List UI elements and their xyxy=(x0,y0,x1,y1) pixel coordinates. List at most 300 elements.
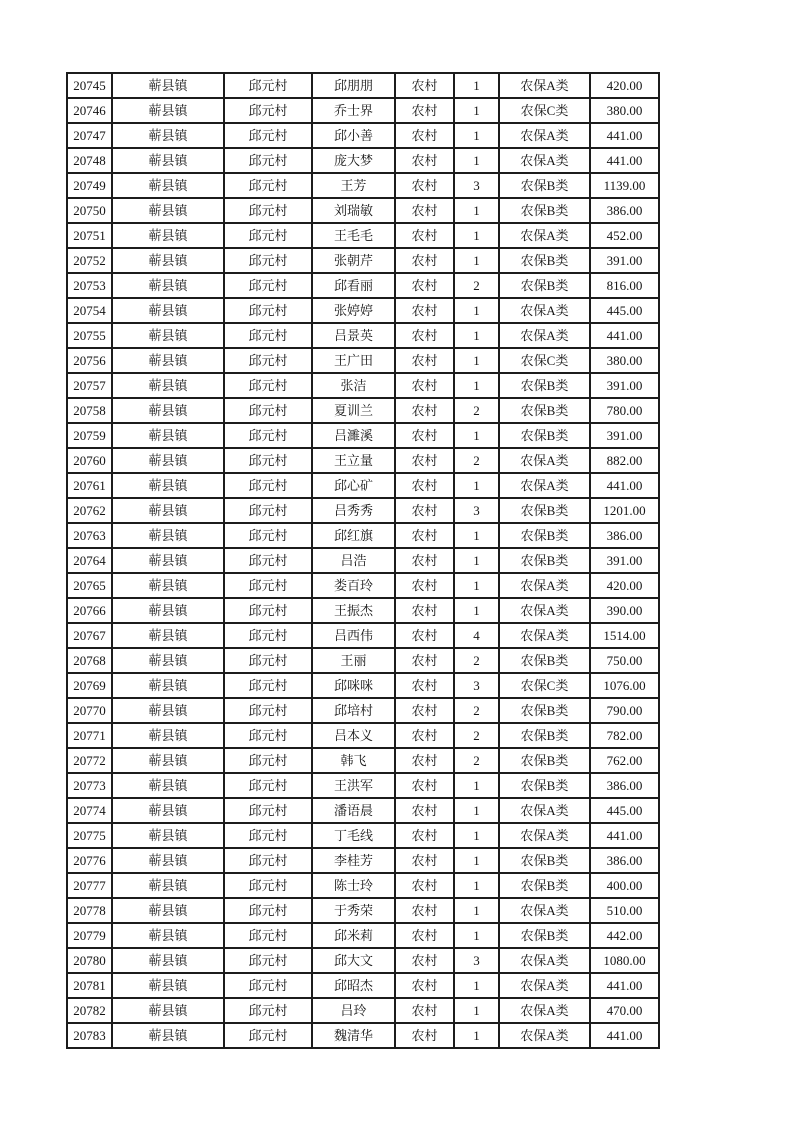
records-table xyxy=(66,72,660,1049)
cell-town: 蕲县镇 xyxy=(113,824,225,849)
table-row xyxy=(68,174,660,199)
cell-insurance-category: 农保A类 xyxy=(500,974,591,999)
cell-amount: 391.00 xyxy=(591,549,660,574)
cell-amount: 1201.00 xyxy=(591,499,660,524)
cell-residence-type: 农村 xyxy=(396,74,455,99)
cell-residence-type: 农村 xyxy=(396,549,455,574)
cell-village: 邱元村 xyxy=(225,549,313,574)
cell-village: 邱元村 xyxy=(225,849,313,874)
cell-record-id: 20745 xyxy=(68,74,113,99)
cell-record-id: 20773 xyxy=(68,774,113,799)
cell-person-name: 邱朋朋 xyxy=(313,74,396,99)
table-row xyxy=(68,324,660,349)
cell-amount: 391.00 xyxy=(591,424,660,449)
cell-person-name: 刘瑞敏 xyxy=(313,199,396,224)
cell-insurance-category: 农保B类 xyxy=(500,424,591,449)
cell-record-id: 20746 xyxy=(68,99,113,124)
cell-person-name: 吕秀秀 xyxy=(313,499,396,524)
table-row xyxy=(68,1024,660,1049)
cell-amount: 441.00 xyxy=(591,824,660,849)
cell-person-name: 邱看丽 xyxy=(313,274,396,299)
cell-residence-type: 农村 xyxy=(396,924,455,949)
cell-person-count: 2 xyxy=(455,649,500,674)
cell-person-count: 1 xyxy=(455,124,500,149)
cell-residence-type: 农村 xyxy=(396,899,455,924)
cell-town: 蕲县镇 xyxy=(113,524,225,549)
cell-town: 蕲县镇 xyxy=(113,924,225,949)
cell-town: 蕲县镇 xyxy=(113,324,225,349)
cell-insurance-category: 农保B类 xyxy=(500,874,591,899)
cell-town: 蕲县镇 xyxy=(113,899,225,924)
cell-person-name: 魏清华 xyxy=(313,1024,396,1049)
cell-person-count: 1 xyxy=(455,474,500,499)
cell-person-count: 2 xyxy=(455,274,500,299)
cell-person-name: 潘语晨 xyxy=(313,799,396,824)
cell-insurance-category: 农保A类 xyxy=(500,599,591,624)
cell-person-count: 3 xyxy=(455,674,500,699)
cell-insurance-category: 农保A类 xyxy=(500,74,591,99)
table-row xyxy=(68,249,660,274)
cell-insurance-category: 农保A类 xyxy=(500,949,591,974)
cell-town: 蕲县镇 xyxy=(113,724,225,749)
cell-insurance-category: 农保A类 xyxy=(500,624,591,649)
cell-village: 邱元村 xyxy=(225,174,313,199)
cell-insurance-category: 农保A类 xyxy=(500,124,591,149)
cell-person-count: 1 xyxy=(455,324,500,349)
cell-residence-type: 农村 xyxy=(396,624,455,649)
cell-person-count: 1 xyxy=(455,574,500,599)
cell-village: 邱元村 xyxy=(225,399,313,424)
cell-residence-type: 农村 xyxy=(396,574,455,599)
cell-residence-type: 农村 xyxy=(396,824,455,849)
cell-person-count: 2 xyxy=(455,749,500,774)
cell-residence-type: 农村 xyxy=(396,99,455,124)
cell-insurance-category: 农保A类 xyxy=(500,224,591,249)
cell-amount: 510.00 xyxy=(591,899,660,924)
cell-person-name: 王广田 xyxy=(313,349,396,374)
table-row xyxy=(68,224,660,249)
cell-person-name: 王芳 xyxy=(313,174,396,199)
cell-amount: 442.00 xyxy=(591,924,660,949)
cell-person-name: 张朝芹 xyxy=(313,249,396,274)
table-row xyxy=(68,924,660,949)
cell-amount: 780.00 xyxy=(591,399,660,424)
cell-amount: 782.00 xyxy=(591,724,660,749)
cell-village: 邱元村 xyxy=(225,499,313,524)
cell-person-name: 吕景英 xyxy=(313,324,396,349)
cell-amount: 445.00 xyxy=(591,299,660,324)
cell-insurance-category: 农保B类 xyxy=(500,399,591,424)
cell-village: 邱元村 xyxy=(225,74,313,99)
cell-town: 蕲县镇 xyxy=(113,174,225,199)
cell-village: 邱元村 xyxy=(225,199,313,224)
cell-residence-type: 农村 xyxy=(396,249,455,274)
cell-insurance-category: 农保A类 xyxy=(500,999,591,1024)
cell-amount: 1139.00 xyxy=(591,174,660,199)
table-row xyxy=(68,474,660,499)
cell-town: 蕲县镇 xyxy=(113,674,225,699)
cell-village: 邱元村 xyxy=(225,699,313,724)
cell-insurance-category: 农保C类 xyxy=(500,674,591,699)
cell-record-id: 20759 xyxy=(68,424,113,449)
cell-village: 邱元村 xyxy=(225,124,313,149)
cell-town: 蕲县镇 xyxy=(113,599,225,624)
cell-amount: 445.00 xyxy=(591,799,660,824)
cell-residence-type: 农村 xyxy=(396,774,455,799)
table-row xyxy=(68,99,660,124)
table-row xyxy=(68,699,660,724)
cell-insurance-category: 农保A类 xyxy=(500,574,591,599)
table-row xyxy=(68,499,660,524)
cell-town: 蕲县镇 xyxy=(113,374,225,399)
cell-insurance-category: 农保A类 xyxy=(500,1024,591,1049)
cell-amount: 391.00 xyxy=(591,374,660,399)
cell-insurance-category: 农保B类 xyxy=(500,774,591,799)
cell-village: 邱元村 xyxy=(225,574,313,599)
cell-village: 邱元村 xyxy=(225,724,313,749)
cell-record-id: 20782 xyxy=(68,999,113,1024)
cell-insurance-category: 农保A类 xyxy=(500,474,591,499)
table-row xyxy=(68,549,660,574)
cell-person-count: 1 xyxy=(455,99,500,124)
cell-village: 邱元村 xyxy=(225,299,313,324)
cell-amount: 386.00 xyxy=(591,774,660,799)
cell-person-name: 王振杰 xyxy=(313,599,396,624)
cell-person-name: 吕西伟 xyxy=(313,624,396,649)
cell-village: 邱元村 xyxy=(225,224,313,249)
cell-town: 蕲县镇 xyxy=(113,474,225,499)
cell-record-id: 20769 xyxy=(68,674,113,699)
cell-person-count: 1 xyxy=(455,224,500,249)
cell-record-id: 20768 xyxy=(68,649,113,674)
cell-town: 蕲县镇 xyxy=(113,224,225,249)
cell-amount: 391.00 xyxy=(591,249,660,274)
cell-insurance-category: 农保C类 xyxy=(500,99,591,124)
cell-town: 蕲县镇 xyxy=(113,299,225,324)
cell-town: 蕲县镇 xyxy=(113,949,225,974)
cell-record-id: 20766 xyxy=(68,599,113,624)
cell-village: 邱元村 xyxy=(225,449,313,474)
cell-amount: 750.00 xyxy=(591,649,660,674)
table-row xyxy=(68,399,660,424)
table-row xyxy=(68,574,660,599)
table-row xyxy=(68,724,660,749)
table-row xyxy=(68,799,660,824)
cell-person-count: 1 xyxy=(455,549,500,574)
cell-record-id: 20778 xyxy=(68,899,113,924)
cell-residence-type: 农村 xyxy=(396,274,455,299)
cell-record-id: 20781 xyxy=(68,974,113,999)
cell-person-count: 1 xyxy=(455,299,500,324)
cell-person-name: 丁毛线 xyxy=(313,824,396,849)
cell-residence-type: 农村 xyxy=(396,649,455,674)
cell-town: 蕲县镇 xyxy=(113,1024,225,1049)
cell-amount: 441.00 xyxy=(591,124,660,149)
cell-insurance-category: 农保A类 xyxy=(500,824,591,849)
cell-residence-type: 农村 xyxy=(396,449,455,474)
cell-person-count: 1 xyxy=(455,774,500,799)
cell-amount: 386.00 xyxy=(591,849,660,874)
cell-amount: 1514.00 xyxy=(591,624,660,649)
table-row xyxy=(68,949,660,974)
cell-amount: 441.00 xyxy=(591,474,660,499)
cell-person-count: 2 xyxy=(455,699,500,724)
cell-person-name: 吕本义 xyxy=(313,724,396,749)
cell-residence-type: 农村 xyxy=(396,974,455,999)
cell-amount: 400.00 xyxy=(591,874,660,899)
cell-record-id: 20748 xyxy=(68,149,113,174)
cell-town: 蕲县镇 xyxy=(113,424,225,449)
cell-village: 邱元村 xyxy=(225,999,313,1024)
cell-record-id: 20783 xyxy=(68,1024,113,1049)
cell-person-name: 吕浩 xyxy=(313,549,396,574)
cell-amount: 882.00 xyxy=(591,449,660,474)
cell-amount: 386.00 xyxy=(591,199,660,224)
cell-residence-type: 农村 xyxy=(396,299,455,324)
cell-town: 蕲县镇 xyxy=(113,124,225,149)
cell-person-count: 1 xyxy=(455,874,500,899)
cell-residence-type: 农村 xyxy=(396,174,455,199)
cell-residence-type: 农村 xyxy=(396,224,455,249)
cell-village: 邱元村 xyxy=(225,674,313,699)
cell-record-id: 20762 xyxy=(68,499,113,524)
cell-person-name: 吕玲 xyxy=(313,999,396,1024)
cell-record-id: 20770 xyxy=(68,699,113,724)
cell-person-count: 3 xyxy=(455,174,500,199)
table-row xyxy=(68,874,660,899)
cell-record-id: 20777 xyxy=(68,874,113,899)
cell-village: 邱元村 xyxy=(225,424,313,449)
table-row xyxy=(68,424,660,449)
cell-residence-type: 农村 xyxy=(396,599,455,624)
cell-record-id: 20775 xyxy=(68,824,113,849)
cell-person-count: 1 xyxy=(455,524,500,549)
table-row xyxy=(68,899,660,924)
cell-town: 蕲县镇 xyxy=(113,649,225,674)
cell-village: 邱元村 xyxy=(225,524,313,549)
table-row xyxy=(68,199,660,224)
cell-village: 邱元村 xyxy=(225,149,313,174)
table-row xyxy=(68,449,660,474)
cell-person-name: 李桂芳 xyxy=(313,849,396,874)
cell-village: 邱元村 xyxy=(225,949,313,974)
cell-insurance-category: 农保B类 xyxy=(500,924,591,949)
table-row xyxy=(68,274,660,299)
cell-amount: 816.00 xyxy=(591,274,660,299)
cell-residence-type: 农村 xyxy=(396,849,455,874)
table-row xyxy=(68,624,660,649)
cell-insurance-category: 农保A类 xyxy=(500,324,591,349)
table-row xyxy=(68,349,660,374)
table-row xyxy=(68,674,660,699)
cell-insurance-category: 农保B类 xyxy=(500,274,591,299)
cell-person-count: 1 xyxy=(455,849,500,874)
cell-village: 邱元村 xyxy=(225,974,313,999)
cell-residence-type: 农村 xyxy=(396,149,455,174)
cell-village: 邱元村 xyxy=(225,349,313,374)
cell-record-id: 20747 xyxy=(68,124,113,149)
cell-village: 邱元村 xyxy=(225,824,313,849)
cell-person-count: 1 xyxy=(455,199,500,224)
cell-person-name: 吕濉溪 xyxy=(313,424,396,449)
cell-town: 蕲县镇 xyxy=(113,449,225,474)
cell-amount: 1076.00 xyxy=(591,674,660,699)
cell-amount: 790.00 xyxy=(591,699,660,724)
cell-person-count: 1 xyxy=(455,349,500,374)
cell-person-name: 邱心矿 xyxy=(313,474,396,499)
cell-residence-type: 农村 xyxy=(396,374,455,399)
cell-person-count: 1 xyxy=(455,899,500,924)
cell-amount: 441.00 xyxy=(591,1024,660,1049)
cell-insurance-category: 农保B类 xyxy=(500,374,591,399)
cell-record-id: 20749 xyxy=(68,174,113,199)
cell-person-count: 3 xyxy=(455,499,500,524)
cell-record-id: 20750 xyxy=(68,199,113,224)
cell-person-count: 2 xyxy=(455,399,500,424)
cell-person-count: 2 xyxy=(455,724,500,749)
cell-record-id: 20761 xyxy=(68,474,113,499)
cell-amount: 390.00 xyxy=(591,599,660,624)
cell-residence-type: 农村 xyxy=(396,324,455,349)
table-row xyxy=(68,749,660,774)
cell-amount: 441.00 xyxy=(591,324,660,349)
cell-residence-type: 农村 xyxy=(396,724,455,749)
cell-amount: 470.00 xyxy=(591,999,660,1024)
cell-person-name: 邱红旗 xyxy=(313,524,396,549)
cell-village: 邱元村 xyxy=(225,249,313,274)
cell-person-name: 邱培村 xyxy=(313,699,396,724)
cell-person-name: 邱大文 xyxy=(313,949,396,974)
cell-person-name: 陈士玲 xyxy=(313,874,396,899)
cell-village: 邱元村 xyxy=(225,749,313,774)
cell-person-name: 夏训兰 xyxy=(313,399,396,424)
cell-insurance-category: 农保B类 xyxy=(500,699,591,724)
cell-record-id: 20756 xyxy=(68,349,113,374)
cell-person-count: 3 xyxy=(455,949,500,974)
cell-person-name: 王毛毛 xyxy=(313,224,396,249)
cell-town: 蕲县镇 xyxy=(113,249,225,274)
table-row xyxy=(68,824,660,849)
cell-town: 蕲县镇 xyxy=(113,699,225,724)
cell-record-id: 20764 xyxy=(68,549,113,574)
cell-insurance-category: 农保B类 xyxy=(500,524,591,549)
cell-town: 蕲县镇 xyxy=(113,349,225,374)
cell-residence-type: 农村 xyxy=(396,1024,455,1049)
cell-amount: 762.00 xyxy=(591,749,660,774)
cell-amount: 380.00 xyxy=(591,349,660,374)
cell-person-name: 邱米莉 xyxy=(313,924,396,949)
cell-person-name: 庞大梦 xyxy=(313,149,396,174)
cell-insurance-category: 农保B类 xyxy=(500,174,591,199)
cell-town: 蕲县镇 xyxy=(113,774,225,799)
cell-town: 蕲县镇 xyxy=(113,874,225,899)
cell-amount: 420.00 xyxy=(591,74,660,99)
cell-person-name: 张婷婷 xyxy=(313,299,396,324)
cell-town: 蕲县镇 xyxy=(113,849,225,874)
cell-town: 蕲县镇 xyxy=(113,799,225,824)
cell-amount: 452.00 xyxy=(591,224,660,249)
cell-record-id: 20758 xyxy=(68,399,113,424)
cell-insurance-category: 农保B类 xyxy=(500,549,591,574)
cell-insurance-category: 农保B类 xyxy=(500,749,591,774)
cell-person-name: 乔士界 xyxy=(313,99,396,124)
cell-record-id: 20767 xyxy=(68,624,113,649)
cell-village: 邱元村 xyxy=(225,324,313,349)
cell-person-count: 1 xyxy=(455,799,500,824)
table-row xyxy=(68,524,660,549)
cell-person-name: 邱小善 xyxy=(313,124,396,149)
table-row xyxy=(68,649,660,674)
cell-amount: 420.00 xyxy=(591,574,660,599)
cell-record-id: 20779 xyxy=(68,924,113,949)
cell-record-id: 20753 xyxy=(68,274,113,299)
cell-town: 蕲县镇 xyxy=(113,974,225,999)
cell-residence-type: 农村 xyxy=(396,674,455,699)
cell-insurance-category: 农保A类 xyxy=(500,299,591,324)
cell-person-count: 1 xyxy=(455,74,500,99)
cell-person-name: 韩飞 xyxy=(313,749,396,774)
cell-insurance-category: 农保B类 xyxy=(500,199,591,224)
cell-amount: 441.00 xyxy=(591,149,660,174)
cell-town: 蕲县镇 xyxy=(113,399,225,424)
cell-town: 蕲县镇 xyxy=(113,749,225,774)
cell-amount: 380.00 xyxy=(591,99,660,124)
cell-village: 邱元村 xyxy=(225,474,313,499)
cell-residence-type: 农村 xyxy=(396,699,455,724)
cell-person-count: 1 xyxy=(455,374,500,399)
cell-village: 邱元村 xyxy=(225,1024,313,1049)
cell-village: 邱元村 xyxy=(225,799,313,824)
cell-record-id: 20752 xyxy=(68,249,113,274)
cell-insurance-category: 农保A类 xyxy=(500,449,591,474)
cell-insurance-category: 农保B类 xyxy=(500,499,591,524)
cell-amount: 1080.00 xyxy=(591,949,660,974)
cell-insurance-category: 农保B类 xyxy=(500,649,591,674)
table-row xyxy=(68,599,660,624)
cell-town: 蕲县镇 xyxy=(113,74,225,99)
cell-village: 邱元村 xyxy=(225,924,313,949)
cell-residence-type: 农村 xyxy=(396,349,455,374)
cell-village: 邱元村 xyxy=(225,774,313,799)
cell-town: 蕲县镇 xyxy=(113,999,225,1024)
table-row xyxy=(68,774,660,799)
cell-residence-type: 农村 xyxy=(396,399,455,424)
cell-person-count: 4 xyxy=(455,624,500,649)
cell-town: 蕲县镇 xyxy=(113,624,225,649)
cell-record-id: 20760 xyxy=(68,449,113,474)
cell-person-name: 王立量 xyxy=(313,449,396,474)
cell-town: 蕲县镇 xyxy=(113,149,225,174)
cell-record-id: 20763 xyxy=(68,524,113,549)
cell-person-count: 1 xyxy=(455,1024,500,1049)
table-row xyxy=(68,74,660,99)
cell-insurance-category: 农保C类 xyxy=(500,349,591,374)
cell-insurance-category: 农保A类 xyxy=(500,899,591,924)
cell-village: 邱元村 xyxy=(225,874,313,899)
cell-person-name: 娄百玲 xyxy=(313,574,396,599)
cell-town: 蕲县镇 xyxy=(113,274,225,299)
cell-town: 蕲县镇 xyxy=(113,99,225,124)
cell-record-id: 20757 xyxy=(68,374,113,399)
cell-insurance-category: 农保B类 xyxy=(500,249,591,274)
cell-person-count: 1 xyxy=(455,824,500,849)
cell-insurance-category: 农保B类 xyxy=(500,849,591,874)
cell-person-count: 1 xyxy=(455,974,500,999)
cell-record-id: 20754 xyxy=(68,299,113,324)
cell-residence-type: 农村 xyxy=(396,124,455,149)
cell-village: 邱元村 xyxy=(225,624,313,649)
cell-residence-type: 农村 xyxy=(396,749,455,774)
